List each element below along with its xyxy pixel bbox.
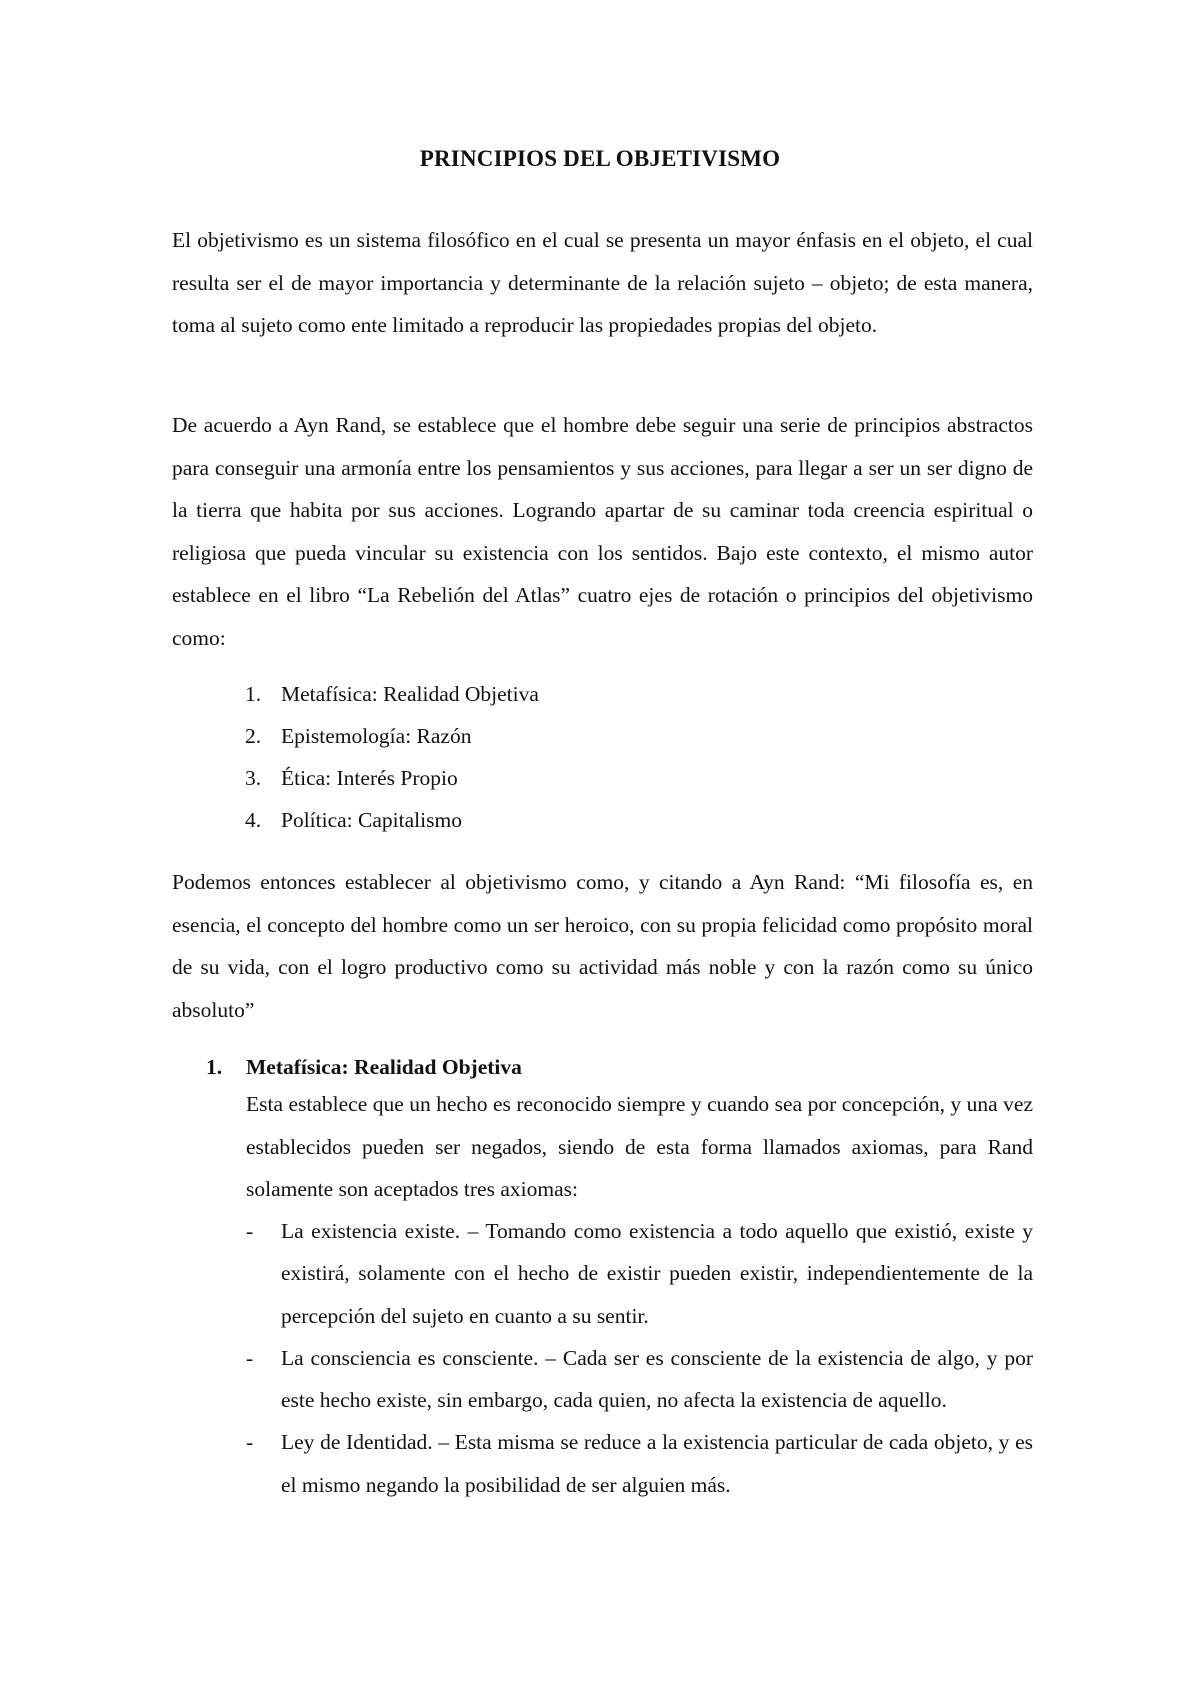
list-item-number: 1. xyxy=(245,682,262,706)
bullet-marker: - xyxy=(246,1345,254,1370)
list-item-text: Ley de Identidad. – Esta misma se reduce a la existencia particular de cada objeto, y es el mismo negando la posibilidad de ser alguien más. xyxy=(281,1430,1033,1497)
list-item-number: 2. xyxy=(245,724,262,748)
list-item-text: Epistemología: Razón xyxy=(281,724,472,748)
axioms-list xyxy=(246,1210,1033,1506)
section-heading-text: Metafísica: Realidad Objetiva xyxy=(246,1055,522,1079)
list-item xyxy=(245,757,539,799)
section-number: 1. xyxy=(206,1055,223,1079)
paragraph-intro: El objetivismo es un sistema filosófico en el cual se presenta un mayor énfasis en el objeto, el cual resulta ser el de mayor importancia y determinante de la relación sujeto – objeto; de esta manera, toma al sujeto como ente limitado a reproducir las propiedades propias del objeto. xyxy=(172,228,1033,337)
paragraph-ayn-rand: De acuerdo a Ayn Rand, se establece que el hombre debe seguir una serie de principios abstractos para conseguir una armonía entre los pensamientos y sus acciones, para llegar a ser un ser digno de la tierra que habita por sus acciones. Logrando apartar de su caminar toda creencia espiritual o religiosa que pueda vincular su existencia con los sentidos. Bajo este contexto, el mismo autor establece en el libro “La Rebelión del Atlas” cuatro ejes de rotación o principios del objetivismo como: xyxy=(172,413,1033,650)
document-title: PRINCIPIOS DEL OBJETIVISMO xyxy=(419,146,781,171)
list-item xyxy=(245,715,539,757)
list-item xyxy=(246,1210,1033,1337)
list-item-text: La consciencia es consciente. – Cada ser es consciente de la existencia de algo, y por este hecho existe, sin embargo, cada quien, no afecta la existencia de aquello. xyxy=(281,1345,1033,1413)
list-item-text: Política: Capitalismo xyxy=(281,808,462,832)
list-item-number: 3. xyxy=(245,766,262,790)
list-item-number: 4. xyxy=(245,808,262,832)
list-item xyxy=(245,799,539,841)
bullet-marker: - xyxy=(246,1219,254,1243)
list-item-text: La existencia existe. – Tomando como existencia a todo aquello que existió, existe y existirá, solamente con el hecho de existir pueden existir, independientemente de la percepción del sujeto en cuanto a su sentir. xyxy=(281,1219,1033,1328)
list-item xyxy=(246,1421,1033,1506)
bullet-marker: - xyxy=(246,1430,254,1455)
section-heading xyxy=(206,1046,522,1088)
list-item-text: Metafísica: Realidad Objetiva xyxy=(281,682,539,706)
list-item-text: Ética: Interés Propio xyxy=(281,766,458,790)
paragraph-quote: Podemos entonces establecer al objetivismo como, y citando a Ayn Rand: “Mi filosofía es, en esencia, el concepto del hombre como un ser heroico, con su propia felicidad como propósito moral de su vida, con el logro productivo como su actividad más noble y con la razón como su único absoluto” xyxy=(172,870,1033,1022)
list-item xyxy=(246,1337,1033,1422)
section-intro: Esta establece que un hecho es reconocido siempre y cuando sea por concepción, y una vez establecidos pueden ser negados, siendo de esta forma llamados axiomas, para Rand solamente son aceptados tres axiomas: xyxy=(246,1092,1033,1201)
principles-list xyxy=(245,673,539,841)
list-item xyxy=(245,673,539,715)
